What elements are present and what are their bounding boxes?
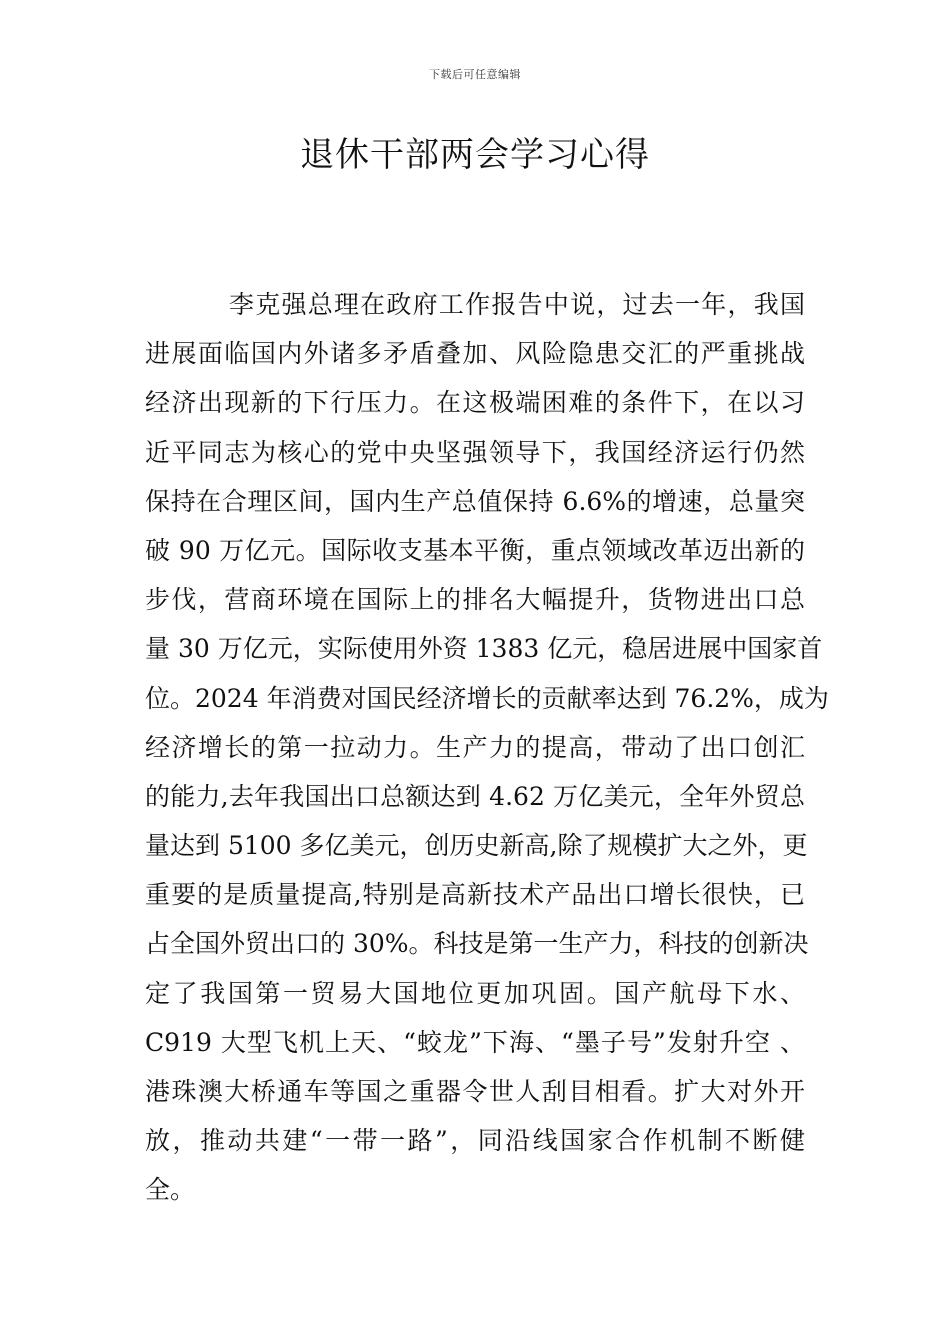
paragraph-line: 的能力,去年我国出口总额达到 4.62 万亿美元，全年外贸总: [145, 781, 805, 811]
paragraph-line: 全。: [145, 1175, 196, 1205]
paragraph-line: 近平同志为核心的党中央坚强领导下，我国经济运行仍然: [145, 437, 805, 467]
paragraph-line: 进展面临国内外诸多矛盾叠加、风险隐患交汇的严重挑战: [145, 339, 805, 369]
paragraph-line: 量 30 万亿元，实际使用外资 1383 亿元，稳居进展中国家首: [145, 634, 823, 664]
paragraph-line: 李克强总理在政府工作报告中说，过去一年，我国: [229, 290, 805, 319]
paragraph-line: 位。2024 年消费对国民经济增长的贡献率达到 76.2%，成为: [145, 683, 829, 713]
paragraph-line: 占全国外贸出口的 30%。科技是第一生产力，科技的创新决: [145, 929, 809, 959]
body-paragraph: [145, 280, 829, 1215]
paragraph-line: 经济增长的第一拉动力。生产力的提高，带动了出口创汇: [145, 732, 805, 762]
paragraph-line: C919 大型飞机上天、“蛟龙”下海、“墨子号”发射升空 、: [145, 1027, 805, 1057]
paragraph-line: 放，推动共建“一带一路”，同沿线国家合作机制不断健: [145, 1126, 805, 1156]
header-note: 下载后可任意编辑: [429, 68, 521, 81]
paragraph-line: 破 90 万亿元。国际收支基本平衡，重点领域改革迈出新的: [145, 535, 805, 565]
paragraph-line: 重要的是质量提高,特别是高新技术产品出口增长很快，已: [145, 880, 805, 910]
paragraph-line: 定了我国第一贸易大国地位更加巩固。国产航母下水、: [145, 978, 805, 1008]
paragraph-line: 步伐，营商环境在国际上的排名大幅提升，货物进出口总: [145, 585, 805, 615]
paragraph-line: 保持在合理区间，国内生产总值保持 6.6%的增速，总量突: [145, 486, 805, 516]
paragraph-line: 经济出现新的下行压力。在这极端困难的条件下，在以习: [145, 388, 805, 418]
paragraph-line: 港珠澳大桥通车等国之重器令世人刮目相看。扩大对外开: [145, 1077, 805, 1106]
page-title: 退休干部两会学习心得: [300, 135, 650, 175]
paragraph-line: 量达到 5100 多亿美元，创历史新高,除了规模扩大之外，更: [145, 831, 808, 861]
